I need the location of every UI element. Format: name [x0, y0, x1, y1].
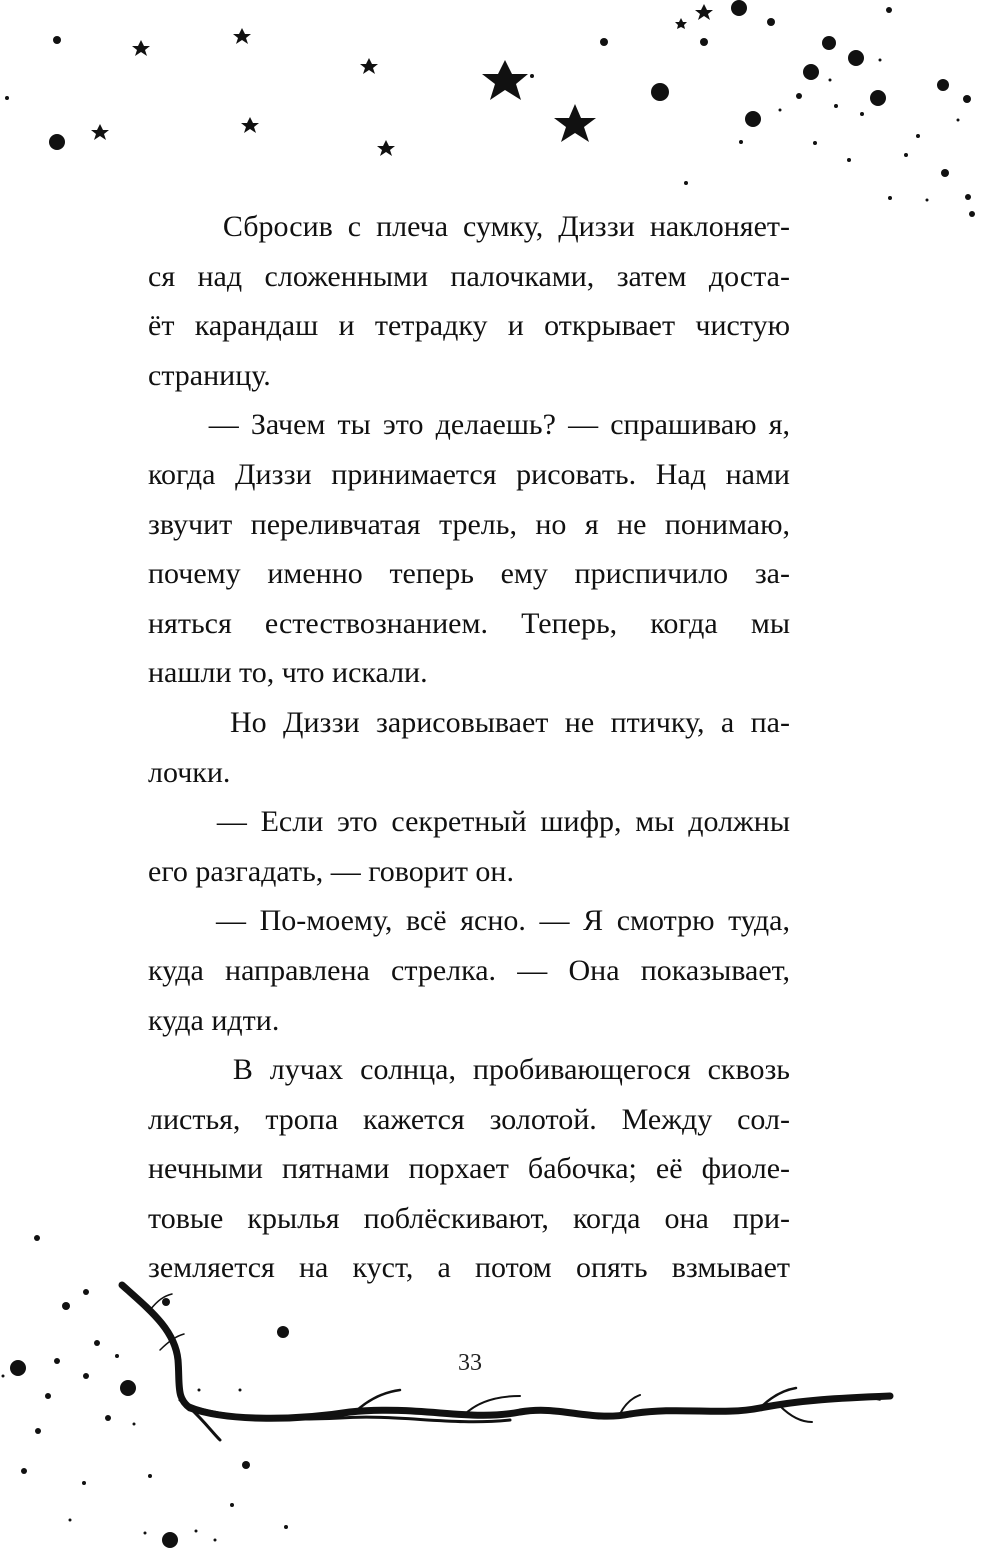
text-line: почему именно теперь ему приспичило за- — [148, 557, 790, 591]
page-text — [148, 202, 790, 1293]
text-line: куда направлена стрелка. — Она показывает, — [148, 953, 790, 987]
text-line: его разгадать, — говорит он. — [148, 854, 514, 888]
paragraph — [148, 896, 790, 1045]
text-line: — Зачем ты это делаешь? — спрашиваю я, — [148, 408, 790, 442]
text-line: куда идти. — [148, 1003, 280, 1037]
text-line: товые крылья поблёскивают, когда она при- — [148, 1201, 790, 1235]
text-line: няться естествознанием. Теперь, когда мы — [148, 606, 790, 640]
stars-and-dots-illustration — [0, 0, 1000, 230]
star-icon — [482, 60, 528, 100]
text-line: ся над сложенными палочками, затем доста- — [148, 259, 790, 293]
text-line: листья, тропа кажется золотой. Между сол- — [148, 1102, 790, 1136]
text-line: лочки. — [148, 755, 231, 789]
text-line: нашли то, что искали. — [148, 656, 428, 690]
star-icon — [377, 140, 395, 156]
star-icon — [91, 124, 109, 140]
page-number: 33 — [458, 1350, 482, 1376]
text-line: — По-моему, всё ясно. — Я смотрю туда, — [148, 904, 790, 938]
star-icon — [675, 18, 687, 29]
text-line: — Если это секретный шифр, мы должны — [148, 805, 790, 839]
text-line: Сбросив с плеча сумку, Диззи наклоняет- — [148, 210, 790, 243]
paragraph — [148, 400, 790, 698]
star-icon — [360, 58, 378, 74]
text-line: В лучах солнца, пробивающегося сквозь — [148, 1053, 790, 1087]
text-line: когда Диззи принимается рисовать. Над нами — [148, 457, 790, 491]
text-line: ёт карандаш и тетрадку и открывает чистую — [148, 309, 790, 343]
star-icon — [554, 104, 596, 142]
text-line: земляется на куст, а потом опять взмывает — [148, 1251, 790, 1285]
star-icon — [132, 40, 150, 56]
paragraph — [148, 1045, 790, 1293]
star-icon — [233, 28, 251, 44]
text-line: звучит переливчатая трель, но я не понимаю, — [148, 507, 790, 541]
text-line: страницу. — [148, 358, 271, 392]
text-line: нечными пятнами порхает бабочка; её фиоле- — [148, 1152, 790, 1186]
star-icon — [695, 4, 713, 20]
paragraph — [148, 202, 790, 400]
star-icon — [241, 117, 259, 133]
paragraph — [148, 698, 790, 797]
paragraph — [148, 797, 790, 896]
text-line: Но Диззи зарисовывает не птичку, а па- — [148, 705, 790, 739]
